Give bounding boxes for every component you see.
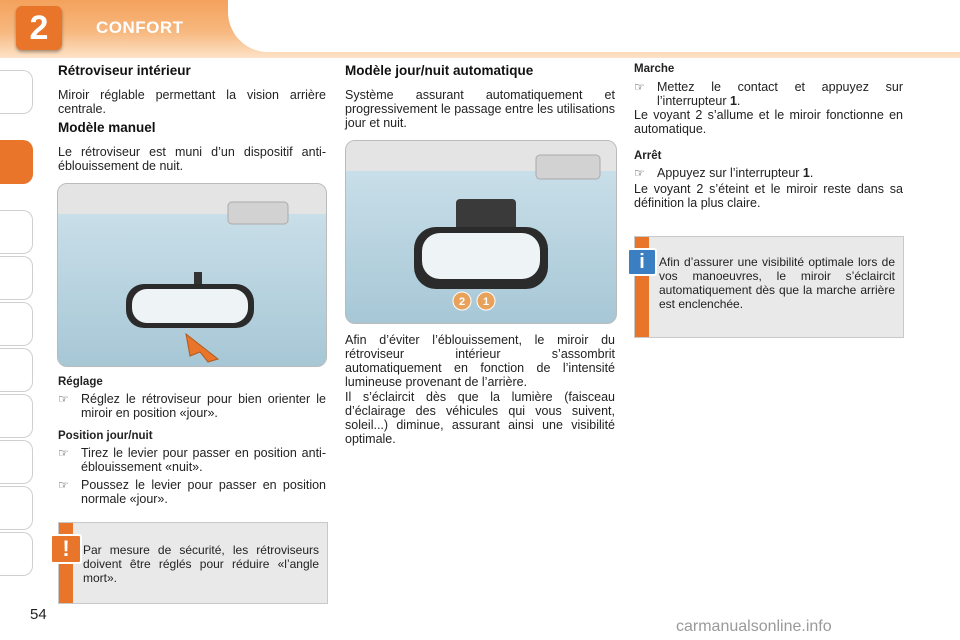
auto-mirror-drawing bbox=[346, 141, 616, 323]
info-note bbox=[634, 236, 904, 338]
auto-model-title: Modèle jour/nuit automatique bbox=[345, 63, 534, 78]
position-title: Position jour/nuit bbox=[58, 430, 153, 442]
bullet-icon: ☞ bbox=[58, 446, 69, 460]
auto-model-intro: Système assurant automatiquement et progressivement le passage entre les utilisations jour et nuit. bbox=[345, 88, 615, 130]
side-tab-2-active[interactable] bbox=[0, 140, 33, 184]
warning-icon: ! bbox=[50, 534, 82, 564]
mirror-glass bbox=[422, 233, 540, 279]
ceiling-light bbox=[228, 202, 288, 224]
manual-model-text: Le rétroviseur est muni d’un dispositif anti-éblouissement de nuit. bbox=[58, 145, 326, 173]
manual-model-title: Modèle manuel bbox=[58, 120, 156, 135]
arret-item-num: 1 bbox=[802, 166, 810, 180]
intro-text: Miroir réglable permettant la vision arrière centrale. bbox=[58, 88, 326, 116]
reglage-item: Réglez le rétroviseur pour bien orienter le miroir en position «jour». bbox=[81, 392, 326, 420]
bullet-icon: ☞ bbox=[634, 166, 645, 180]
auto-para-2: Il s’éclaircit dès que la lumière (faisceau d’éclairage des véhicules qui vous suivent, soleil...) diminue, assurant ainsi une visibilité optimale. bbox=[345, 390, 615, 446]
side-tab-3[interactable] bbox=[0, 210, 33, 254]
arret-item-end: . bbox=[809, 166, 814, 180]
auto-mirror-illustration bbox=[345, 140, 617, 324]
side-tab-7[interactable] bbox=[0, 394, 33, 438]
marche-item-end: . bbox=[736, 94, 741, 108]
position-item-1: Tirez le levier pour passer en position anti-éblouissement «nuit». bbox=[81, 446, 326, 474]
side-tab-5[interactable] bbox=[0, 302, 33, 346]
side-tab-10[interactable] bbox=[0, 532, 33, 576]
chapter-number: 2 bbox=[29, 9, 49, 47]
side-tab-6[interactable] bbox=[0, 348, 33, 392]
bullet-icon: ☞ bbox=[634, 80, 645, 94]
chapter-title: CONFORT bbox=[96, 18, 184, 37]
info-icon: i bbox=[627, 248, 657, 276]
arret-title: Arrêt bbox=[634, 150, 662, 162]
warning-note bbox=[58, 522, 328, 604]
ceiling-light bbox=[536, 155, 600, 179]
page-number: 54 bbox=[30, 606, 47, 623]
callout-1-label: 1 bbox=[482, 296, 490, 308]
side-tab-1[interactable] bbox=[0, 70, 33, 114]
auto-para-1: Afin d’éviter l’éblouissement, le miroir du rétroviseur intérieur s’assombrit automatiquement en fonction de l’intensité lumineuse provenant de l’arrière. bbox=[345, 333, 615, 389]
mirror-glass bbox=[132, 289, 248, 323]
arret-text: Le voyant 2 s’éteint et le miroir reste dans sa définition la plus claire. bbox=[634, 182, 903, 210]
info-note-text: Afin d’assurer une visibilité optimale lors de vos manoeuvres, le miroir s’éclaircit automatiquement dès que la marche arrière est enclenchée. bbox=[659, 255, 895, 311]
manual-mirror-illustration bbox=[57, 183, 327, 367]
position-item-2: Poussez le levier pour passer en position normale «jour». bbox=[81, 478, 326, 506]
watermark: carmanualsonline.info bbox=[676, 618, 832, 635]
manual-mirror-drawing bbox=[58, 184, 326, 366]
section-title-retroviseur: Rétroviseur intérieur bbox=[58, 63, 191, 78]
callout-2-label: 2 bbox=[458, 296, 466, 308]
side-tab-8[interactable] bbox=[0, 440, 33, 484]
header-white-area bbox=[228, 0, 960, 52]
arret-item bbox=[657, 166, 903, 180]
bullet-icon: ☞ bbox=[58, 478, 69, 492]
marche-item bbox=[657, 80, 903, 108]
marche-title: Marche bbox=[634, 63, 675, 75]
warning-note-text: Par mesure de sécurité, les rétroviseurs doivent être réglés pour réduire «l’angle mort». bbox=[83, 543, 319, 585]
marche-item-text: Mettez le contact et appuyez sur l’interrupteur bbox=[657, 80, 903, 108]
side-tab-9[interactable] bbox=[0, 486, 33, 530]
marche-text: Le voyant 2 s’allume et le miroir fonctionne en automatique. bbox=[634, 108, 903, 136]
bullet-icon: ☞ bbox=[58, 392, 69, 406]
marche-item-num: 1 bbox=[729, 94, 737, 108]
lever-arrow bbox=[186, 334, 218, 362]
arret-item-text: Appuyez sur l’interrupteur bbox=[657, 166, 803, 180]
reglage-title: Réglage bbox=[58, 376, 103, 388]
side-tab-4[interactable] bbox=[0, 256, 33, 300]
